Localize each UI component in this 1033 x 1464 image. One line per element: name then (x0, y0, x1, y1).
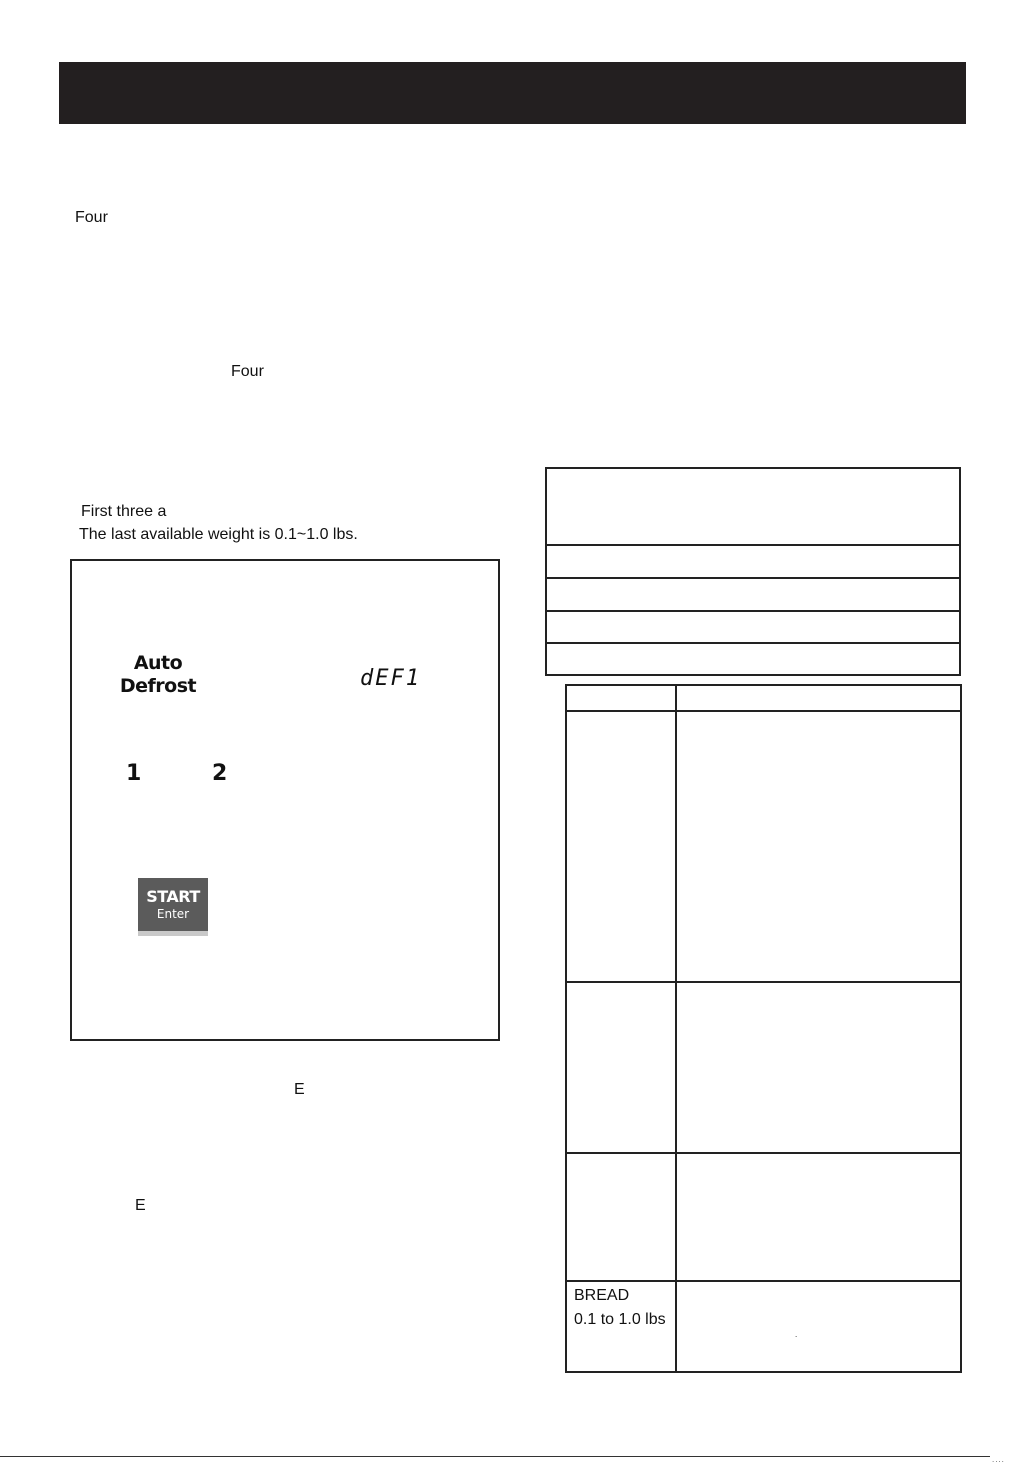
note-line-2: The last available weight is 0.1~1.0 lbs. (79, 526, 358, 543)
row-divider (567, 1280, 960, 1282)
header-bar (59, 62, 966, 124)
footer-rule (0, 1456, 990, 1457)
number-key-2[interactable]: 2 (212, 761, 228, 786)
category-bread: BREAD (574, 1287, 630, 1304)
start-enter-button[interactable] (138, 878, 208, 936)
intro-text-2: Four (231, 363, 264, 380)
step-text-e2: E (135, 1197, 146, 1214)
step-text-e1: E (294, 1081, 305, 1098)
footer-marks: .... (992, 1455, 1005, 1464)
number-key-1[interactable]: 1 (126, 761, 142, 786)
control-panel-illustration (70, 559, 500, 1041)
enter-label: Enter (156, 907, 190, 921)
header-row-divider (567, 710, 960, 712)
summary-table (545, 467, 961, 676)
display-readout: dEF1 (360, 666, 421, 691)
defrost-category-table (565, 684, 962, 1373)
column-divider (675, 686, 677, 1371)
stray-mark: . (795, 1330, 798, 1339)
auto-defrost-button-label[interactable]: Auto Defrost (119, 652, 197, 697)
row-divider (567, 1152, 960, 1154)
intro-text-1: Four (75, 209, 108, 226)
category-bread-weight: 0.1 to 1.0 lbs (574, 1311, 666, 1328)
summary-row-divider (547, 610, 959, 612)
summary-row-divider (547, 577, 959, 579)
row-divider (567, 981, 960, 983)
summary-row-divider (547, 544, 959, 546)
start-label: START (146, 887, 200, 906)
note-line-1: First three a (81, 503, 167, 520)
summary-row-divider (547, 642, 959, 644)
